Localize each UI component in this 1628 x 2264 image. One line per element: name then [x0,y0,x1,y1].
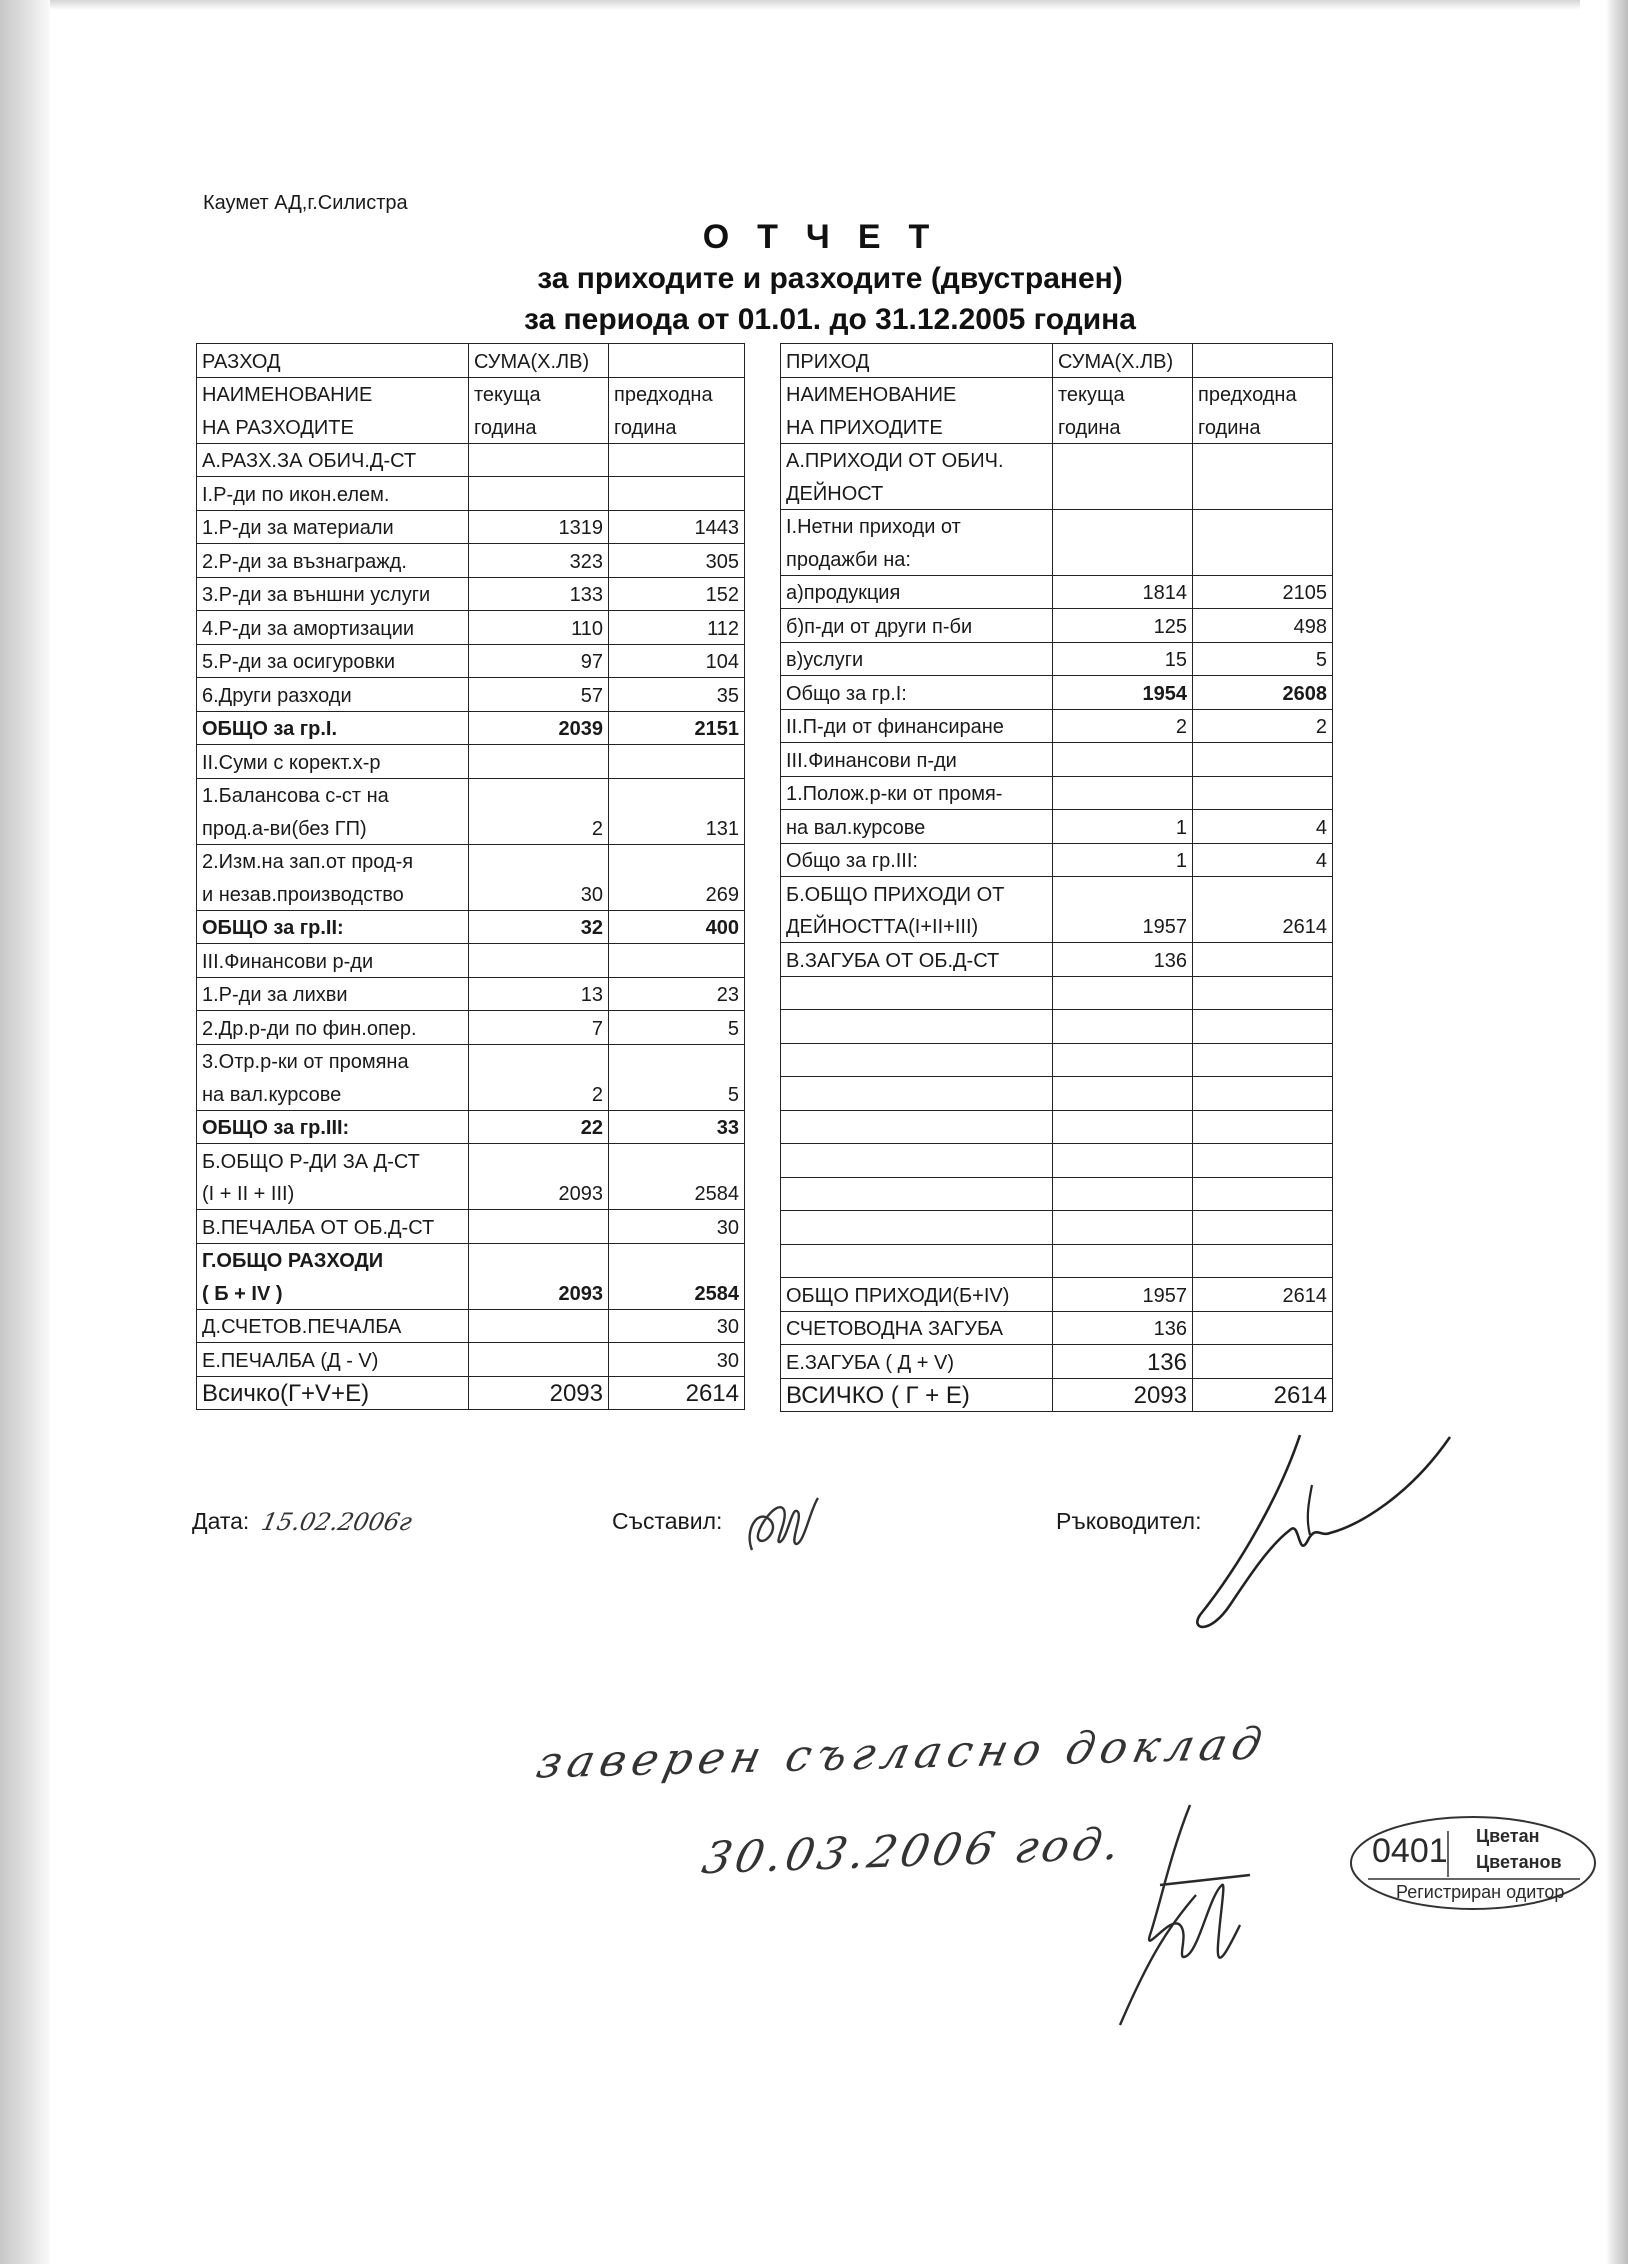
table-row [197,477,745,511]
current-year-value: 136 [1053,1311,1193,1345]
current-year-value [1053,877,1193,910]
row-label [781,1144,1053,1178]
previous-year-value: 5 [1193,642,1333,676]
income-name-header: НАИМЕНОВАНИЕ [781,377,1053,410]
row-label: В.ПЕЧАЛБА ОТ ОБ.Д-СТ [197,1210,469,1244]
table-row [781,943,1333,977]
current-year-value [469,778,609,811]
previous-year-value [1193,509,1333,542]
table-row [197,1144,745,1177]
report-title: ОТЧЕТ [702,218,958,256]
current-year-value: 13 [469,977,609,1011]
income-sum-header-blank [1193,344,1333,378]
current-year-value: 2 [469,811,609,844]
auditor-signature [1100,1795,1290,2035]
previous-year-value [1193,542,1333,575]
table-row [781,476,1333,509]
previous-year-value: 400 [609,910,745,944]
expenses-header-row [197,344,745,378]
table-row [197,745,745,779]
row-label: 2.Изм.на зап.от прод-я [197,844,469,877]
stamp-first-name: Цветан [1476,1826,1540,1846]
previous-year-value [609,844,745,877]
row-label [781,1177,1053,1211]
date-handwritten: 15.02.2006г [259,1508,415,1536]
current-year-value: 7 [469,1011,609,1045]
stamp-role: Регистриран одитор [1396,1882,1565,1902]
row-label: 1.Полож.р-ки от промя- [781,776,1053,810]
table-row [197,910,745,944]
previous-year-value: 2 [1193,709,1333,743]
table-row [781,676,1333,710]
table-row [781,776,1333,810]
row-label: 3.Отр.р-ки от промяна [197,1044,469,1077]
table-row [197,1011,745,1045]
expenses-subheader-row-2 [197,410,745,443]
previous-year-value [609,745,745,779]
table-row [197,977,745,1011]
table-row [781,843,1333,877]
table-row [781,542,1333,575]
stamp-last-name: Цветанов [1476,1852,1562,1872]
row-label: СЧЕТОВОДНА ЗАГУБА [781,1311,1053,1345]
row-label: продажби на: [781,542,1053,575]
row-label: Е.ЗАГУБА ( Д + V) [781,1345,1053,1379]
previous-year-value: 2584 [609,1276,745,1309]
table-row [197,1044,745,1077]
table-row [197,443,745,477]
table-row [197,711,745,745]
current-year-value: 125 [1053,609,1193,643]
row-label: ОБЩО ПРИХОДИ(Б+IV) [781,1278,1053,1312]
certification-date: 30.03.2006 год. [697,1818,1129,1885]
previous-year-value: 2614 [1193,910,1333,943]
current-year-value: 1 [1053,810,1193,844]
expenses-section-header: РАЗХОД [197,344,469,378]
previous-year-value [609,443,745,477]
income-table-body [781,344,1333,1412]
table-row [197,644,745,678]
previous-year-value [1193,1010,1333,1044]
income-section-header: ПРИХОД [781,344,1053,378]
current-year-value: 136 [1053,943,1193,977]
row-label: 2.Др.р-ди по фин.опер. [197,1011,469,1045]
previous-year-value: 5 [609,1011,745,1045]
row-label: Д.СЧЕТОВ.ПЕЧАЛБА [197,1309,469,1343]
previous-year-value [1193,943,1333,977]
table-row [197,577,745,611]
previous-year-value [1193,443,1333,476]
report-subtitle: за приходите и разходите (двустранен) [537,262,1123,295]
row-label [781,1010,1053,1044]
row-label [781,1211,1053,1245]
row-label: б)п-ди от други п-би [781,609,1053,643]
table-row [781,976,1333,1010]
table-row [781,1010,1333,1044]
previous-year-value [1193,1110,1333,1144]
row-label: (I + II + III) [197,1177,469,1210]
current-year-value [469,1309,609,1343]
previous-year-value: 23 [609,977,745,1011]
previous-year-value: 498 [1193,609,1333,643]
previous-year-value: 2614 [609,1376,745,1410]
previous-year-value [1193,1244,1333,1278]
current-year-value: 1957 [1053,910,1193,943]
row-label: прод.а-ви(без ГП) [197,811,469,844]
table-row [781,575,1333,609]
stamp-number: 0401 [1372,1832,1448,1870]
row-label: 1.Балансова с-ст на [197,778,469,811]
previous-year-value: 5 [609,1077,745,1110]
table-row [781,1043,1333,1077]
income-subheader-row-1 [781,377,1333,410]
row-label: а)продукция [781,575,1053,609]
previous-year-value: 1443 [609,510,745,544]
income-current-header-2: година [1053,410,1193,443]
row-label: Б.ОБЩО Р-ДИ ЗА Д-СТ [197,1144,469,1177]
previous-year-value: 112 [609,611,745,645]
previous-year-value: 2584 [609,1177,745,1210]
expenses-sum-header: СУМА(Х.ЛВ) [469,344,609,378]
row-label: ДЕЙНОСТ [781,476,1053,509]
table-row [781,443,1333,476]
income-previous-header-2: година [1193,410,1333,443]
income-previous-header: предходна [1193,377,1333,410]
table-row [197,544,745,578]
row-label: I.Р-ди по икон.елем. [197,477,469,511]
row-label: 2.Р-ди за възнагражд. [197,544,469,578]
row-label: III.Финансови р-ди [197,944,469,978]
previous-year-value: 2614 [1193,1378,1333,1412]
table-row [197,1077,745,1110]
expenses-current-header-2: година [469,410,609,443]
report-period: за периода от 01.01. до 31.12.2005 година [524,303,1136,336]
previous-year-value [1193,1077,1333,1111]
current-year-value: 1319 [469,510,609,544]
table-row [781,1345,1333,1379]
row-label: Всичко(Г+V+Е) [197,1376,469,1410]
row-label: на вал.курсове [197,1077,469,1110]
row-label: 5.Р-ди за осигуровки [197,644,469,678]
previous-year-value [609,1144,745,1177]
current-year-value [1053,542,1193,575]
scan-shadow-left [0,0,50,2264]
manager-signature [1180,1425,1460,1645]
table-row [781,1211,1333,1245]
previous-year-value [1193,1345,1333,1379]
table-row [197,1210,745,1244]
current-year-value: 133 [469,577,609,611]
current-year-value [469,1243,609,1276]
table-row [781,1110,1333,1144]
current-year-value: 2039 [469,711,609,745]
previous-year-value [1193,877,1333,910]
row-label: Б.ОБЩО ПРИХОДИ ОТ [781,877,1053,910]
current-year-value: 136 [1053,1345,1193,1379]
company-name: Каумет АД,г.Силистра [203,192,408,214]
current-year-value [1053,1244,1193,1278]
table-row [781,1311,1333,1345]
current-year-value: 323 [469,544,609,578]
previous-year-value: 4 [1193,843,1333,877]
current-year-value: 2093 [1053,1378,1193,1412]
previous-year-value: 4 [1193,810,1333,844]
date-label: Дата: [192,1508,250,1534]
current-year-value: 2093 [469,1276,609,1309]
current-year-value [1053,1144,1193,1178]
expenses-table [196,343,745,1410]
row-label: В.ЗАГУБА ОТ ОБ.Д-СТ [781,943,1053,977]
expenses-name-header-2: НА РАЗХОДИТЕ [197,410,469,443]
row-label: Г.ОБЩО РАЗХОДИ [197,1243,469,1276]
table-row [197,1276,745,1309]
certification-note: заверен съгласно доклад [532,1718,1273,1789]
table-row [781,1244,1333,1278]
previous-year-value: 30 [609,1309,745,1343]
table-row [781,1144,1333,1178]
current-year-value [469,745,609,779]
current-year-value [469,844,609,877]
row-label [781,1110,1053,1144]
row-label: II.П-ди от финансиране [781,709,1053,743]
current-year-value [1053,976,1193,1010]
table-row [781,743,1333,777]
table-row [197,1243,745,1276]
previous-year-value: 30 [609,1210,745,1244]
previous-year-value [609,477,745,511]
previous-year-value [1193,476,1333,509]
current-year-value [1053,1211,1193,1245]
row-label: ДЕЙНОСТТА(I+II+III) [781,910,1053,943]
table-row [781,910,1333,943]
previous-year-value: 33 [609,1110,745,1144]
row-label: III.Финансови п-ди [781,743,1053,777]
expenses-previous-header: предходна [609,377,745,410]
table-row [197,678,745,712]
current-year-value [469,477,609,511]
current-year-value: 15 [1053,642,1193,676]
current-year-value: 97 [469,644,609,678]
current-year-value [1053,743,1193,777]
current-year-value [1053,509,1193,542]
previous-year-value: 35 [609,678,745,712]
current-year-value [1053,1010,1193,1044]
table-row [197,1177,745,1210]
income-sum-header: СУМА(Х.ЛВ) [1053,344,1193,378]
row-label: 4.Р-ди за амортизации [197,611,469,645]
table-row [781,1278,1333,1312]
table-row [781,509,1333,542]
row-label [781,1077,1053,1111]
table-row [197,844,745,877]
previous-year-value: 2105 [1193,575,1333,609]
row-label: 3.Р-ди за външни услуги [197,577,469,611]
current-year-value [469,1343,609,1377]
current-year-value [1053,443,1193,476]
row-label: ОБЩО за гр.II: [197,910,469,944]
current-year-value [1053,776,1193,810]
income-name-header-2: НА ПРИХОДИТЕ [781,410,1053,443]
table-row [197,1309,745,1343]
previous-year-value [1193,1211,1333,1245]
table-row [197,611,745,645]
prepared-by-signature [740,1490,830,1560]
table-row [197,510,745,544]
prepared-by-label: Съставил: [612,1508,723,1534]
previous-year-value: 2608 [1193,676,1333,710]
row-label: 1.Р-ди за лихви [197,977,469,1011]
table-row [781,810,1333,844]
current-year-value: 1814 [1053,575,1193,609]
current-year-value [1053,1177,1193,1211]
previous-year-value: 269 [609,877,745,910]
previous-year-value [1193,1144,1333,1178]
current-year-value [469,1044,609,1077]
current-year-value: 57 [469,678,609,712]
previous-year-value [609,1243,745,1276]
current-year-value: 30 [469,877,609,910]
table-row [781,877,1333,910]
row-label: I.Нетни приходи от [781,509,1053,542]
current-year-value: 1954 [1053,676,1193,710]
table-row [781,1177,1333,1211]
current-year-value [1053,1043,1193,1077]
expenses-current-header: текуща [469,377,609,410]
row-label: Е.ПЕЧАЛБА (Д - V) [197,1343,469,1377]
previous-year-value: 2614 [1193,1278,1333,1312]
current-year-value: 2 [469,1077,609,1110]
row-label: ОБЩО за гр.III: [197,1110,469,1144]
row-label: 6.Други разходи [197,678,469,712]
previous-year-value [609,778,745,811]
row-label: II.Суми с корект.х-р [197,745,469,779]
row-label [781,976,1053,1010]
previous-year-value [609,1044,745,1077]
expenses-name-header: НАИМЕНОВАНИЕ [197,377,469,410]
previous-year-value: 104 [609,644,745,678]
current-year-value [469,1210,609,1244]
row-label: А.ПРИХОДИ ОТ ОБИЧ. [781,443,1053,476]
row-label: на вал.курсове [781,810,1053,844]
table-row [197,811,745,844]
table-row [781,1378,1333,1412]
table-row [781,709,1333,743]
table-row [781,1077,1333,1111]
previous-year-value: 152 [609,577,745,611]
scan-shadow-right [1606,0,1628,2264]
row-label: 1.Р-ди за материали [197,510,469,544]
current-year-value [469,443,609,477]
previous-year-value [609,944,745,978]
current-year-value: 2093 [469,1177,609,1210]
current-year-value: 1 [1053,843,1193,877]
table-row [781,609,1333,643]
row-label: и незав.производство [197,877,469,910]
scan-shadow-top [50,0,1580,10]
current-year-value: 2093 [469,1376,609,1410]
table-row [197,1376,745,1410]
current-year-value [469,944,609,978]
previous-year-value: 30 [609,1343,745,1377]
row-label [781,1043,1053,1077]
previous-year-value [1193,776,1333,810]
current-year-value [1053,1110,1193,1144]
current-year-value [469,1144,609,1177]
table-row [197,944,745,978]
row-label: Общо за гр.I: [781,676,1053,710]
previous-year-value [1193,1043,1333,1077]
expenses-subheader-row-1 [197,377,745,410]
row-label: ВСИЧКО ( Г + Е) [781,1378,1053,1412]
current-year-value [1053,476,1193,509]
current-year-value: 110 [469,611,609,645]
income-table [780,343,1333,1412]
table-row [197,1110,745,1144]
previous-year-value [1193,976,1333,1010]
current-year-value [1053,1077,1193,1111]
row-label [781,1244,1053,1278]
expenses-table-body [197,344,745,1410]
row-label: Общо за гр.III: [781,843,1053,877]
previous-year-value [1193,743,1333,777]
current-year-value: 32 [469,910,609,944]
previous-year-value: 2151 [609,711,745,745]
table-row [197,778,745,811]
expenses-previous-header-2: година [609,410,745,443]
previous-year-value: 131 [609,811,745,844]
table-row [781,642,1333,676]
row-label: А.РАЗХ.ЗА ОБИЧ.Д-СТ [197,443,469,477]
income-subheader-row-2 [781,410,1333,443]
income-current-header: текуща [1053,377,1193,410]
previous-year-value [1193,1311,1333,1345]
current-year-value: 1957 [1053,1278,1193,1312]
previous-year-value: 305 [609,544,745,578]
manager-label: Ръководител: [1056,1508,1202,1534]
expenses-sum-header-blank [609,344,745,378]
current-year-value: 2 [1053,709,1193,743]
income-header-row [781,344,1333,378]
table-row [197,877,745,910]
row-label: ОБЩО за гр.I. [197,711,469,745]
table-row [197,1343,745,1377]
previous-year-value [1193,1177,1333,1211]
row-label: ( Б + IV ) [197,1276,469,1309]
row-label: в)услуги [781,642,1053,676]
current-year-value: 22 [469,1110,609,1144]
